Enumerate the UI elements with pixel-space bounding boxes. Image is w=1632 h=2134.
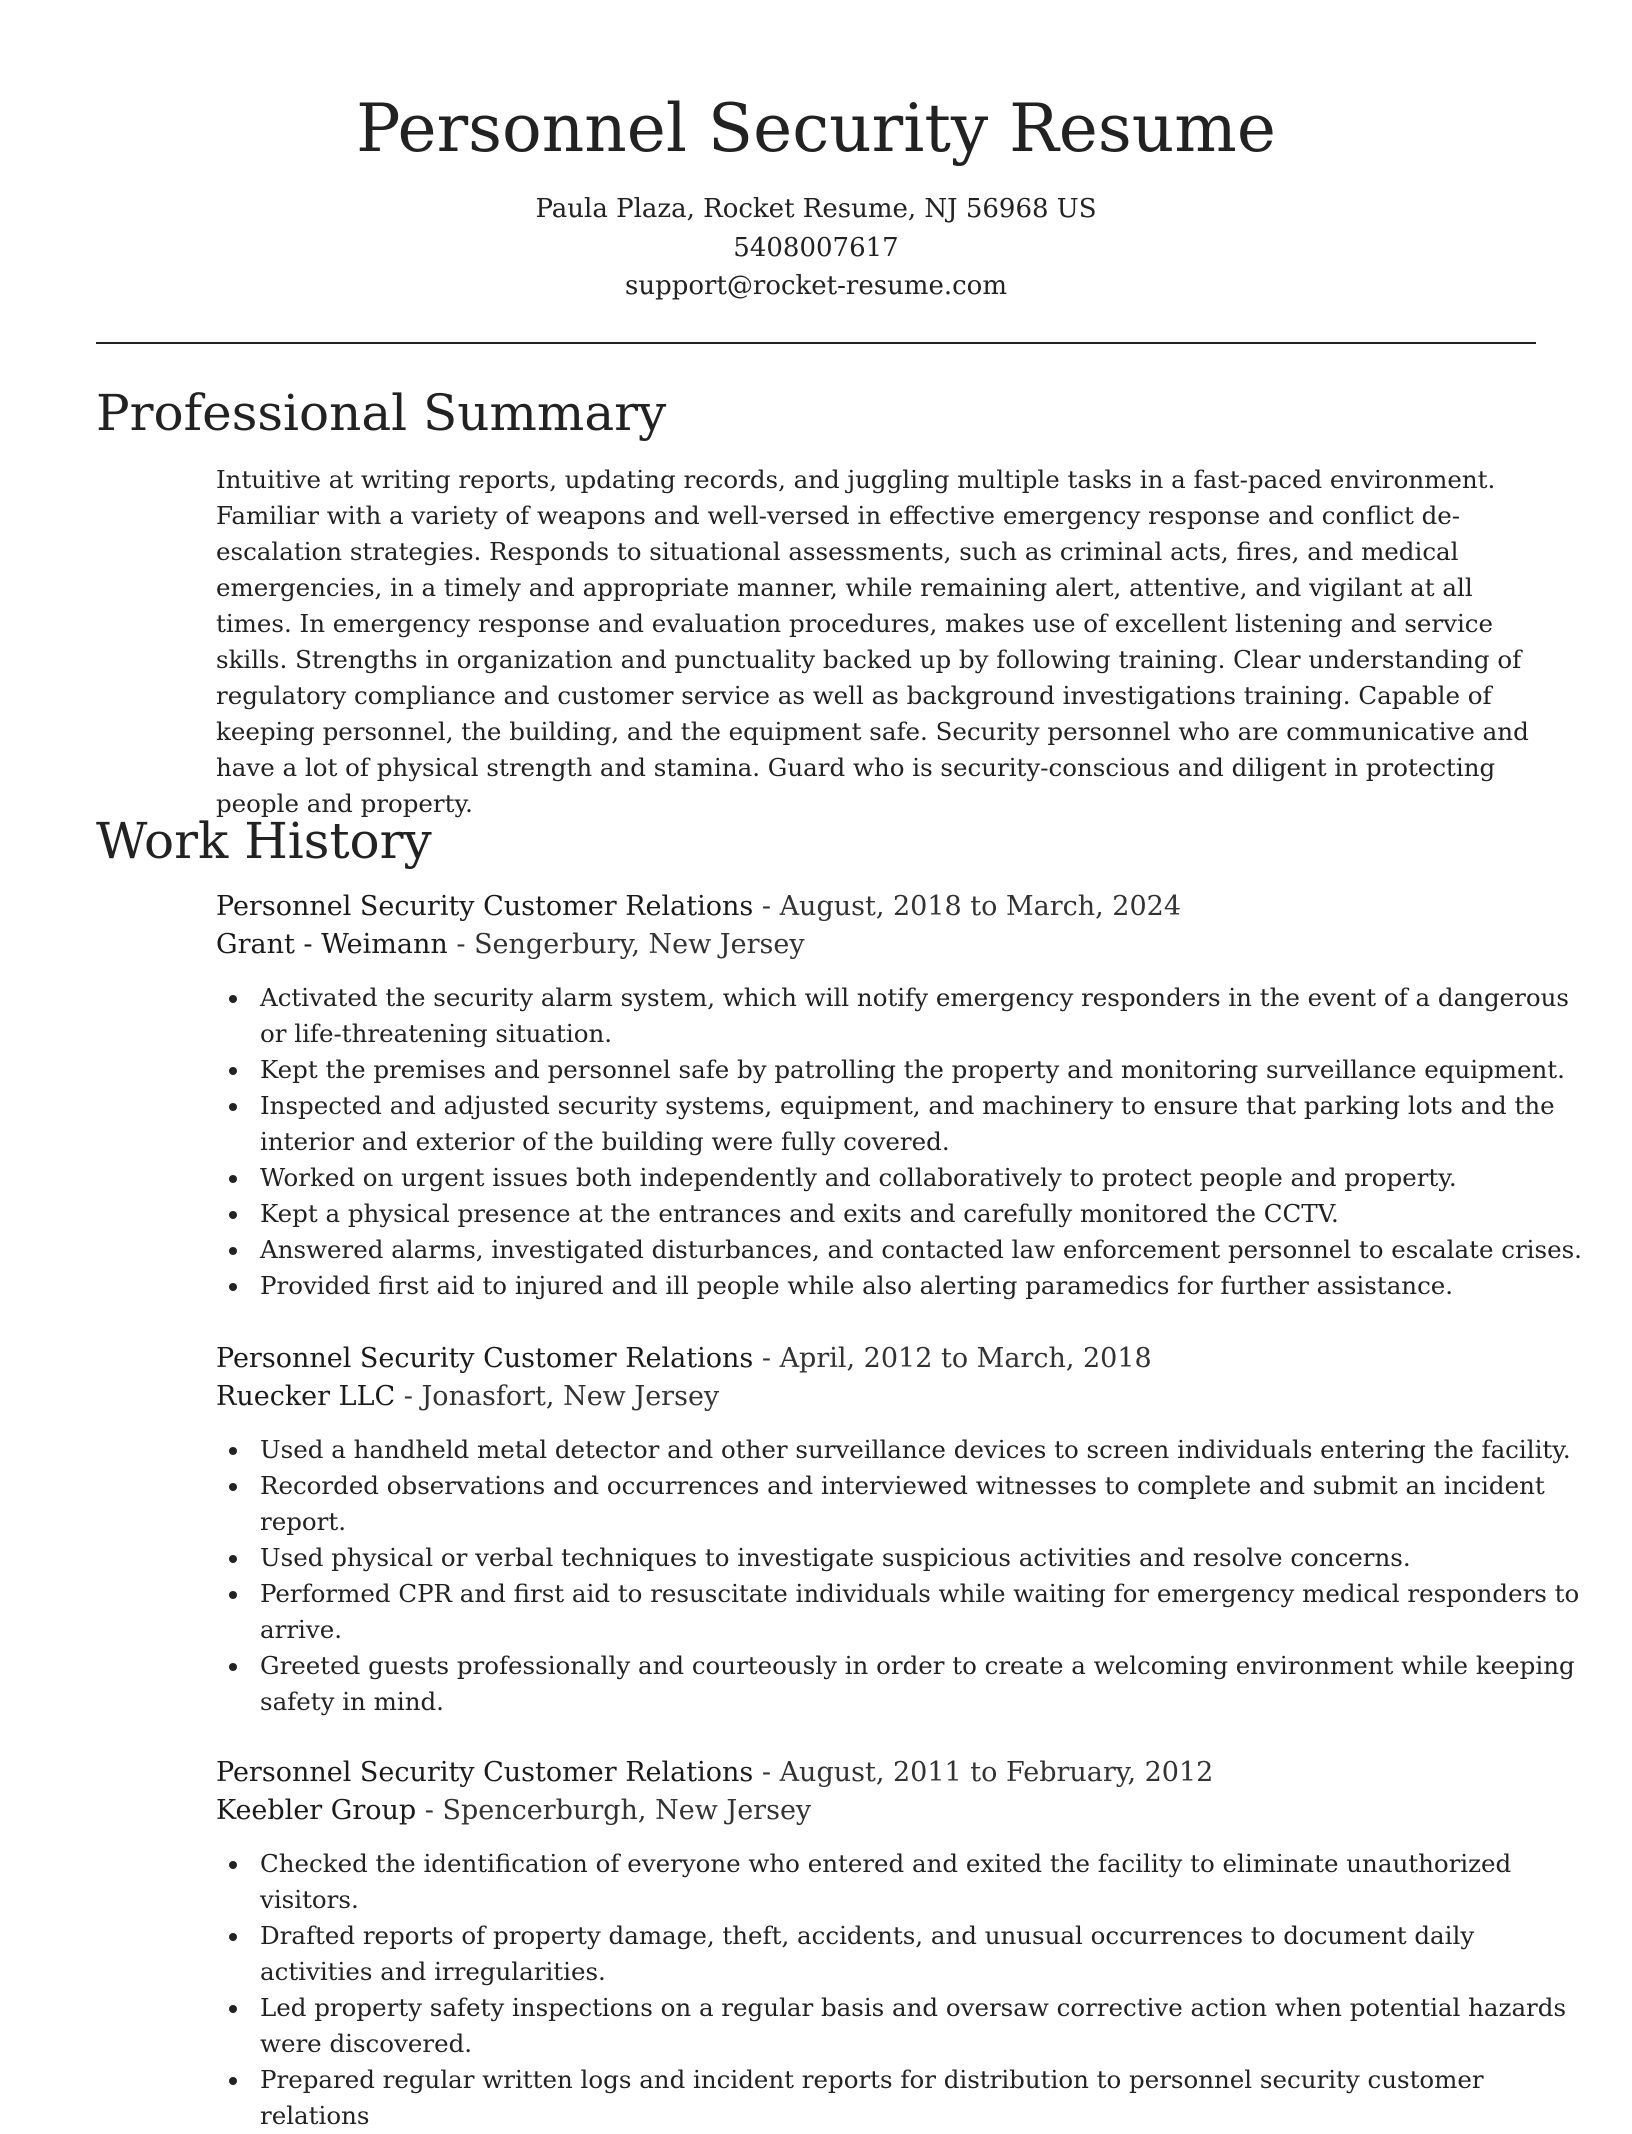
section-heading-summary: Professional Summary [96,384,667,442]
job-duty-item: Inspected and adjusted security systems, equipment, and machinery to ensure that parking lots and the interior and exterior of the building were fully covered. [260,1088,1590,1160]
job-company-line [216,1792,1546,1830]
job-title-line [216,888,1546,926]
job-role: Personnel Security Customer Relations [216,1343,754,1374]
job-duty-item: Activated the security alarm system, which will notify emergency responders in the event of a dangerous or life-threatening situation. [260,980,1590,1052]
section-heading-work-history: Work History [96,812,432,870]
job-separator: - [761,1343,771,1374]
job-duty-item: Worked on urgent issues both independently and collaboratively to protect people and property. [260,1160,1590,1196]
job-separator: - [403,1381,413,1412]
job-duties-list [216,980,1590,1304]
job-location: Jonasfort, New Jersey [421,1381,720,1412]
job-title-line [216,1340,1546,1378]
job-duty-item: Answered alarms, investigated disturbances, and contacted law enforcement personnel to escalate crises. [260,1232,1590,1268]
job-duty-item: Prepared regular written logs and incident reports for distribution to personnel security customer relations [260,2062,1590,2134]
job-separator: - [761,1757,771,1788]
job-title-line [216,1754,1546,1792]
job-location: Spencerburgh, New Jersey [442,1795,812,1826]
contact-phone: 5408007617 [733,233,899,263]
job-separator: - [456,929,466,960]
job-company: Ruecker LLC [216,1381,396,1412]
job-company-line [216,1378,1546,1416]
job-duty-item: Used a handheld metal detector and other surveillance devices to screen individuals entering the facility. [260,1432,1590,1468]
job-duty-item: Recorded observations and occurrences and interviewed witnesses to complete and submit an incident report. [260,1468,1590,1540]
job-role: Personnel Security Customer Relations [216,1757,754,1788]
job-duty-item: Kept the premises and personnel safe by patrolling the property and monitoring surveillance equipment. [260,1052,1590,1088]
job-company: Keebler Group [216,1795,417,1826]
job-separator: - [761,891,771,922]
job-company: Grant - Weimann [216,929,448,960]
job-duties-list [216,1846,1590,2134]
job-dates: August, 2011 to February, 2012 [779,1757,1214,1788]
job-duties-list [216,1432,1590,1720]
job-location: Sengerbury, New Jersey [474,929,805,960]
professional-summary-text: Intuitive at writing reports, updating records, and juggling multiple tasks in a fast-paced environment. Familiar with a variety of weapons and well-versed in effective emergency response and conflict de-escalation strategies. Responds to situational assessments, such as criminal acts, fires, and medical emergencies, in a timely and appropriate manner, while remaining alert, attentive, and vigilant at all times. In emergency response and evaluation procedures, makes use of excellent listening and service skills. Strengths in organization and punctuality backed up by following training. Clear understanding of regulatory compliance and customer service as well as background investigations training. Capable of keeping personnel, the building, and the equipment safe. Security personnel who are communicative and have a lot of physical strength and stamina. Guard who is security-conscious and diligent in protecting people and property. [216,465,1529,818]
job-duty-item: Drafted reports of property damage, theft, accidents, and unusual occurrences to document daily activities and irregularities. [260,1918,1590,1990]
job-separator: - [424,1795,434,1826]
header-divider [96,342,1536,344]
job-duty-item: Greeted guests professionally and courteously in order to create a welcoming environment while keeping safety in mind. [260,1648,1590,1720]
job-duty-item: Used physical or verbal techniques to investigate suspicious activities and resolve concerns. [260,1540,1590,1576]
job-role: Personnel Security Customer Relations [216,891,754,922]
job-duty-item: Provided first aid to injured and ill people while also alerting paramedics for further assistance. [260,1268,1590,1304]
resume-title: Personnel Security Resume [356,90,1276,167]
job-company-line [216,926,1546,964]
job-duty-item: Performed CPR and first aid to resuscitate individuals while waiting for emergency medical responders to arrive. [260,1576,1590,1648]
contact-email: support@rocket-resume.com [624,271,1007,301]
job-dates: August, 2018 to March, 2024 [779,891,1182,922]
job-dates: April, 2012 to March, 2018 [779,1343,1152,1374]
contact-address: Paula Plaza, Rocket Resume, NJ 56968 US [535,194,1097,224]
job-duty-item: Checked the identification of everyone who entered and exited the facility to eliminate unauthorized visitors. [260,1846,1590,1918]
job-duty-item: Led property safety inspections on a regular basis and oversaw corrective action when potential hazards were discovered. [260,1990,1590,2062]
job-duty-item: Kept a physical presence at the entrances and exits and carefully monitored the CCTV. [260,1196,1590,1232]
